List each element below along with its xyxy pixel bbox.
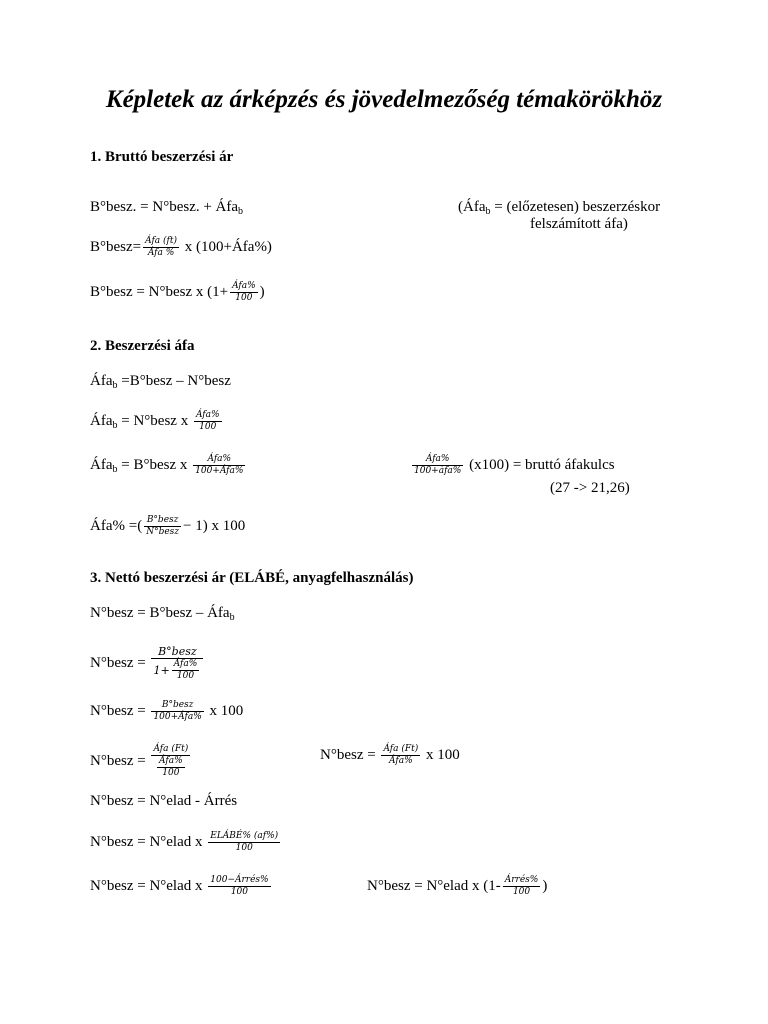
formula-netto-3: N°besz = $\frac{\text{B°besz}}{\text{100+Áfa\%}}$ x 100 bbox=[90, 700, 244, 722]
formula-netto-4b: N°besz = $\frac{\text{Áfa (Ft)}}{\text{Áfa\%}}$ x 100 bbox=[320, 744, 460, 766]
fraction: $\frac{\text{B°besz}}{\text{N°besz}}$ bbox=[146, 515, 180, 537]
fraction: $\frac{\text{Áfa (Ft)}}{\text{Áfa\%}}$ bbox=[383, 744, 419, 766]
formula-brutto-afakulcs: $\frac{\text{Áfa\%}}{\text{100+áfa\%}}$ (x100) = bruttó áfakulcs bbox=[414, 454, 615, 476]
fraction: $\frac{\text{Árrés\%}}{100}$ bbox=[504, 875, 539, 897]
fraction: $\frac{\text{Áfa (Ft)}}{\frac{\text{Áfa\%}}{100}}$ bbox=[153, 744, 189, 778]
section-heading-3: 3. Nettó beszerzési ár (ELÁBÉ, anyagfelhasználás) bbox=[90, 570, 414, 586]
fraction: $\frac{\text{100−Árrés\%}}{100}$ bbox=[210, 875, 269, 897]
formula-netto-7: N°besz = N°elad x $\frac{\text{100−Árrés\%}}{100}$ bbox=[90, 875, 269, 897]
fraction: $\frac{\text{Áfa\%}}{100}$ bbox=[195, 410, 220, 432]
formula-netto-6: N°besz = N°elad x $\frac{\text{ELÁBÉ\% (af\%)}}{100}$ bbox=[90, 831, 279, 853]
fraction: $\frac{\text{ELÁBÉ\% (af\%)}}{100}$ bbox=[210, 831, 279, 853]
formula-afa-szazalek: Áfa% =( $\frac{\text{B°besz}}{\text{N°besz}}$ − 1) x 100 bbox=[90, 515, 246, 537]
fraction: $\frac{\text{Áfa\%}}{\text{100+áfa\%}}$ bbox=[414, 454, 462, 476]
fraction: $\frac{\text{Áfa\%}}{100}$ bbox=[159, 756, 183, 778]
formula-netto-5: N°besz = N°elad - Árrés bbox=[90, 793, 238, 809]
formula-brutto-3: B°besz = N°besz x (1+ $\frac{\text{Áfa\%}}{100}$ ) bbox=[90, 281, 265, 303]
formula-afa-2: Áfa$_b$ = N°besz x $\frac{\text{Áfa\%}}{100}$ bbox=[90, 410, 220, 432]
formula-brutto-1: B°besz. = N°besz. + Áfa$_b$ bbox=[90, 199, 244, 217]
fraction: $\frac{\text{Áfa\%}}{\text{100+Áfa\%}}$ bbox=[195, 454, 244, 476]
formula-netto-4: N°besz = $\frac{\text{Áfa (Ft)}}{\frac{\text{Áfa\%}}{100}}$ bbox=[90, 744, 189, 778]
afakulcs-example: (27 -> 21,26) bbox=[550, 480, 630, 496]
page-title: Képletek az árképzés és jövedelmezőség témakörökhöz bbox=[105, 86, 663, 113]
formula-afa-3: Áfa$_b$ = B°besz x $\frac{\text{Áfa\%}}{\text{100+Áfa\%}}$ bbox=[90, 454, 244, 476]
note-afa-b: (Áfa$_b$ = (előzetesen) beszerzéskor bbox=[458, 199, 661, 217]
formula-netto-7b: N°besz = N°elad x (1- $\frac{\text{Árrés\%}}{100}$ ) bbox=[367, 875, 548, 897]
fraction: $\frac{\text{Áfa\%}}{100}$ bbox=[232, 281, 256, 303]
fraction: $\frac{\text{Áfa\%}}{100}$ bbox=[173, 659, 198, 681]
fraction: $\frac{\text{B°besz}}{\text{100+Áfa\%}}$ bbox=[153, 700, 202, 722]
formula-netto-1: N°besz = B°besz – Áfa$_b$ bbox=[90, 605, 235, 623]
fraction: $\frac{\text{Áfa (ft)}}{\text{Áfa \%}}$ bbox=[145, 236, 177, 258]
fraction: B°besz 1+ $\frac{\text{Áfa\%}}{100}$ bbox=[151, 645, 203, 682]
section-heading-1: 1. Bruttó beszerzési ár bbox=[90, 149, 234, 165]
formula-brutto-2: B°besz= $\frac{\text{Áfa (ft)}}{\text{Áfa \%}}$ x (100+Áfa%) bbox=[90, 236, 272, 258]
section-heading-2: 2. Beszerzési áfa bbox=[90, 338, 195, 354]
formula-afa-1: Áfa$_b$ =B°besz – N°besz bbox=[90, 373, 231, 391]
note-afa-b-line2: felszámított áfa) bbox=[530, 216, 628, 232]
formula-netto-2: N°besz = B°besz 1+ $\frac{\text{Áfa\%}}{100}$ bbox=[90, 645, 205, 682]
